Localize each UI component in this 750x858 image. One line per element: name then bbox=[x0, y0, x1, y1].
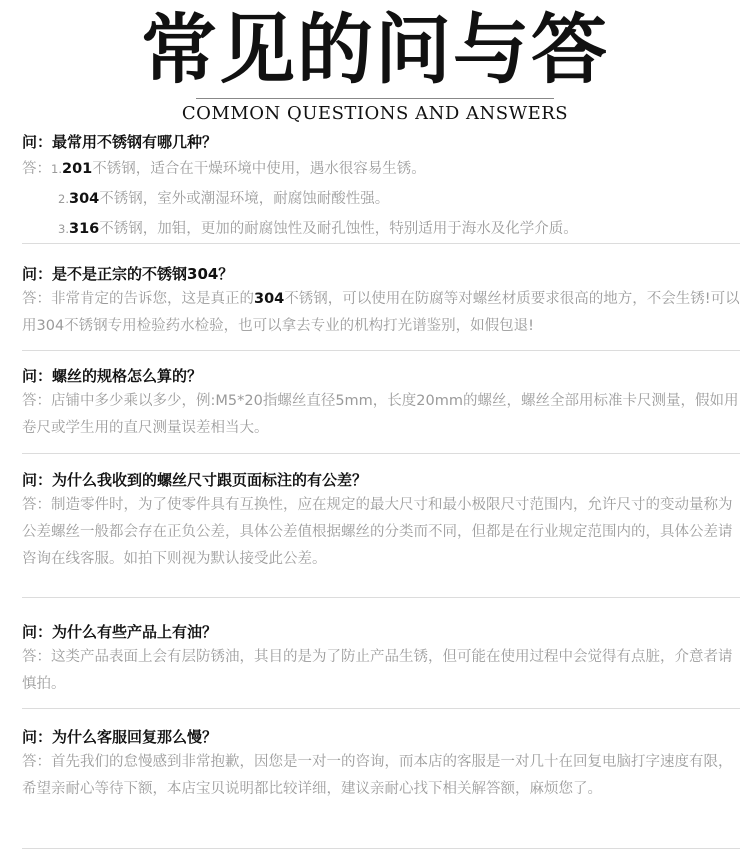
section-divider bbox=[22, 597, 740, 598]
page-title: 常见的问与答 bbox=[141, 5, 609, 94]
question: 问：螺丝的规格怎么算的？ bbox=[22, 367, 203, 385]
answer-prefix: 答： bbox=[22, 161, 51, 177]
page-subtitle: COMMON QUESTIONS AND ANSWERS bbox=[181, 103, 569, 124]
item-text: 不锈钢，室外或潮湿环境，耐腐蚀耐酸性强。 bbox=[99, 191, 390, 207]
item-number: 1. bbox=[51, 162, 62, 176]
qa-item-grades bbox=[22, 132, 740, 244]
steel-grade: 316 bbox=[68, 221, 100, 237]
section-divider bbox=[22, 708, 740, 709]
item-number: 3. bbox=[58, 222, 69, 236]
answer: 答：这类产品表面上会有层防锈油，其目的是为了防止产品生锈，但可能在使用过程中会觉得有点脏，介意者请慎拍。 bbox=[22, 649, 733, 692]
answer: 答：首先我们的怠慢感到非常抱歉，因您是一对一的咨询，而本店的客服是一对几十在回复电脑打字速度有限，希望亲耐心等待下额，本店宝贝说明都比较详细，建议亲耐心找下相关解答额，麻烦您了。 bbox=[22, 754, 733, 797]
qa-item-spec bbox=[22, 366, 740, 442]
question: 问：最常用不锈钢有哪几种？ bbox=[22, 133, 218, 151]
item-text: 不锈钢，加钼，更加的耐腐蚀性及耐孔蚀性，特别适用于海水及化学介质。 bbox=[99, 221, 578, 237]
answer bbox=[22, 286, 740, 340]
steel-grade: 304 bbox=[68, 191, 100, 207]
steel-grade: 201 bbox=[61, 161, 93, 177]
section-divider bbox=[22, 848, 740, 849]
section-divider bbox=[22, 243, 740, 244]
answer-item bbox=[22, 184, 740, 214]
answer-text: 不锈钢，可以使用在防腐等对螺丝材质要求很高的地方，不会生锈!可以用304不锈钢专用检验药水检验，也可以拿去专业的机构打光谱鉴别，如假包退! bbox=[22, 291, 740, 334]
answer-item bbox=[22, 154, 740, 184]
qa-item-authentic bbox=[22, 264, 740, 340]
answer-emphasis: 304 bbox=[254, 291, 285, 307]
question: 问：为什么我收到的螺丝尺寸跟页面标注的有公差？ bbox=[22, 471, 368, 489]
section-divider bbox=[22, 350, 740, 351]
item-text: 不锈钢，适合在干燥环境中使用，遇水很容易生锈。 bbox=[92, 161, 426, 177]
question: 问：为什么有些产品上有油？ bbox=[22, 623, 218, 641]
answer-text: 答：非常肯定的告诉您，这是真正的 bbox=[22, 291, 254, 307]
answer: 答：制造零件时，为了使零件具有互换性，应在规定的最大尺寸和最小极限尺寸范围内，允许尺寸的变动量称为 公差螺丝一般都会存在正负公差，具体公差值根据螺丝的分类而不同，但都是在行业规定范围内的，具体公差请咨询在线客服。如拍下则视为默认接受此公差。 bbox=[22, 497, 747, 567]
title-divider bbox=[196, 98, 554, 99]
answer: 答：店铺中多少乘以多少，例:M5*20指螺丝直径5mm，长度20mm的螺丝，螺丝全部用标准卡尺测量，假如用卷尺或学生用的直尺测量误差相当大。 bbox=[22, 393, 739, 436]
qa-item-service bbox=[22, 727, 740, 803]
section-divider bbox=[22, 453, 740, 454]
question: 问：为什么客服回复那么慢？ bbox=[22, 728, 218, 746]
qa-item-tolerance bbox=[22, 470, 747, 573]
question: 问：是不是正宗的不锈钢304？ bbox=[22, 265, 234, 283]
item-number: 2. bbox=[58, 192, 69, 206]
answer-item bbox=[22, 214, 740, 244]
qa-item-oil bbox=[22, 622, 740, 698]
